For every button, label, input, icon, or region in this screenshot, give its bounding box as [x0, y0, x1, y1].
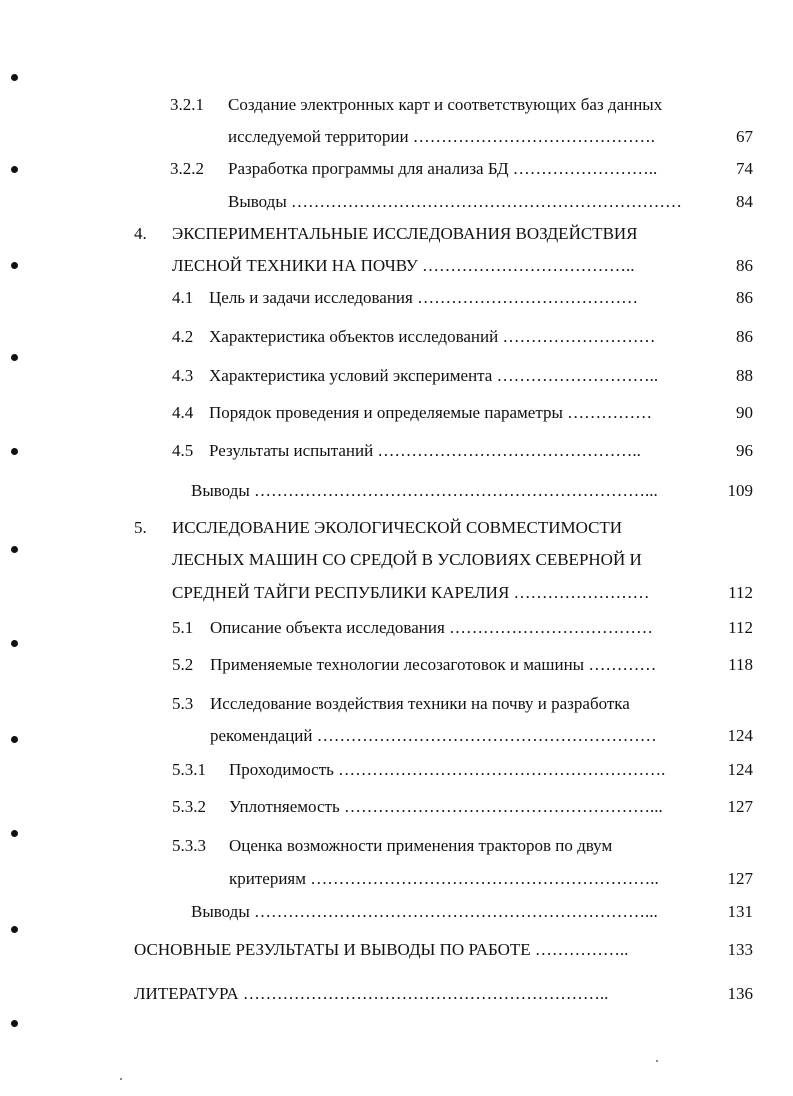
toc-title: СРЕДНЕЙ ТАЙГИ РЕСПУБЛИКИ КАРЕЛИЯ ……………………: [172, 583, 650, 602]
toc-page-number: 86: [736, 288, 753, 307]
margin-dot: [11, 448, 18, 455]
toc-page-number: 124: [727, 760, 753, 779]
toc-title: исследуемой территории …………………………………….: [228, 127, 656, 146]
toc-title: ЛЕСНОЙ ТЕХНИКИ НА ПОЧВУ ………………………………..: [172, 256, 635, 275]
toc-page-number: 124: [727, 726, 753, 745]
toc-number: 3.2.1: [170, 95, 204, 114]
margin-dot: [11, 640, 18, 647]
toc-title: Выводы ……………………………………………………………...: [191, 481, 658, 500]
toc-page-number: 84: [736, 192, 753, 211]
margin-dot: [11, 736, 18, 743]
toc-number: 5.2: [172, 655, 194, 674]
margin-dot: [11, 830, 18, 837]
toc-number: 4.: [134, 224, 147, 243]
toc-page-number: 86: [736, 256, 753, 275]
margin-dot: [11, 262, 18, 269]
toc-page-number: 88: [736, 366, 753, 385]
toc-title: ИССЛЕДОВАНИЕ ЭКОЛОГИЧЕСКОЙ СОВМЕСТИМОСТИ: [172, 518, 623, 537]
toc-number: 4.4: [172, 403, 194, 422]
toc-page-number: 112: [728, 618, 753, 637]
toc-number: 5.3.1: [172, 760, 206, 779]
toc-title: Описание объекта исследования ………………………………: [210, 618, 654, 637]
toc-page-number: 109: [727, 481, 753, 500]
toc-number: 4.1: [172, 288, 194, 307]
toc-title: Уплотняемость ………………………………………………...: [229, 797, 663, 816]
toc-title: Характеристика условий эксперимента ………………………..: [209, 366, 659, 385]
toc-title: Порядок проведения и определяемые параметры ……………: [209, 403, 653, 422]
toc-number: 5.3.3: [172, 836, 206, 855]
toc-page-number: 136: [727, 984, 753, 1003]
toc-number: 4.2: [172, 327, 194, 346]
toc-number: 5.1: [172, 618, 194, 637]
toc-title: Выводы ……………………………………………………………...: [191, 902, 658, 921]
toc-page-number: 131: [727, 902, 753, 921]
toc-title: Создание электронных карт и соответствующих баз данных: [228, 95, 663, 114]
toc-title: Результаты испытаний ………………………………………..: [209, 441, 641, 460]
toc-number: 3.2.2: [170, 159, 204, 178]
toc-page-number: 74: [736, 159, 753, 178]
toc-title: рекомендаций ……………………………………………………: [210, 726, 657, 745]
toc-page-number: 86: [736, 327, 753, 346]
margin-dot: [11, 546, 18, 553]
toc-title: ЛЕСНЫХ МАШИН СО СРЕДОЙ В УСЛОВИЯХ СЕВЕРНОЙ И: [172, 550, 642, 569]
toc-page-number: 96: [736, 441, 753, 460]
toc-page-number: 118: [728, 655, 753, 674]
toc-title: Характеристика объектов исследований ………………………: [209, 327, 656, 346]
margin-dot: [11, 354, 18, 361]
margin-dot: [11, 926, 18, 933]
margin-dot: [11, 74, 18, 81]
toc-number: 4.5: [172, 441, 194, 460]
toc-entry: [170, 95, 204, 115]
toc-page-number: 127: [727, 869, 753, 888]
toc-title: Проходимость ………………………………………………….: [229, 760, 666, 779]
toc-title: критериям ……………………………………………………..: [229, 869, 659, 888]
toc-title: ЛИТЕРАТУРА ………………………………………………………..: [134, 984, 609, 1003]
toc-title: Оценка возможности применения тракторов по двум: [229, 836, 613, 855]
toc-title: ОСНОВНЫЕ РЕЗУЛЬТАТЫ И ВЫВОДЫ ПО РАБОТЕ ……………..: [134, 940, 629, 959]
scan-speck: [656, 1060, 658, 1062]
scan-speck: [120, 1078, 122, 1080]
margin-dot: [11, 166, 18, 173]
toc-page-number: 127: [727, 797, 753, 816]
margin-dot: [11, 1020, 18, 1027]
toc-title: Выводы ……………………………………………………………: [228, 192, 683, 211]
toc-number: 4.3: [172, 366, 194, 385]
toc-number: 5.3: [172, 694, 194, 713]
toc-page-number: 112: [728, 583, 753, 602]
toc-title: Исследование воздействия техники на почву и разработка: [210, 694, 630, 713]
toc-number: 5.3.2: [172, 797, 206, 816]
toc-page-number: 90: [736, 403, 753, 422]
toc-title: Цель и задачи исследования …………………………………: [209, 288, 639, 307]
toc-title: Применяемые технологии лесозаготовок и машины …………: [210, 655, 657, 674]
toc-page-number: 67: [736, 127, 753, 146]
toc-title: Разработка программы для анализа БД ……………………..: [228, 159, 658, 178]
toc-title: ЭКСПЕРИМЕНТАЛЬНЫЕ ИССЛЕДОВАНИЯ ВОЗДЕЙСТВИЯ: [172, 224, 638, 243]
toc-number: 5.: [134, 518, 147, 537]
toc-page-number: 133: [727, 940, 753, 959]
